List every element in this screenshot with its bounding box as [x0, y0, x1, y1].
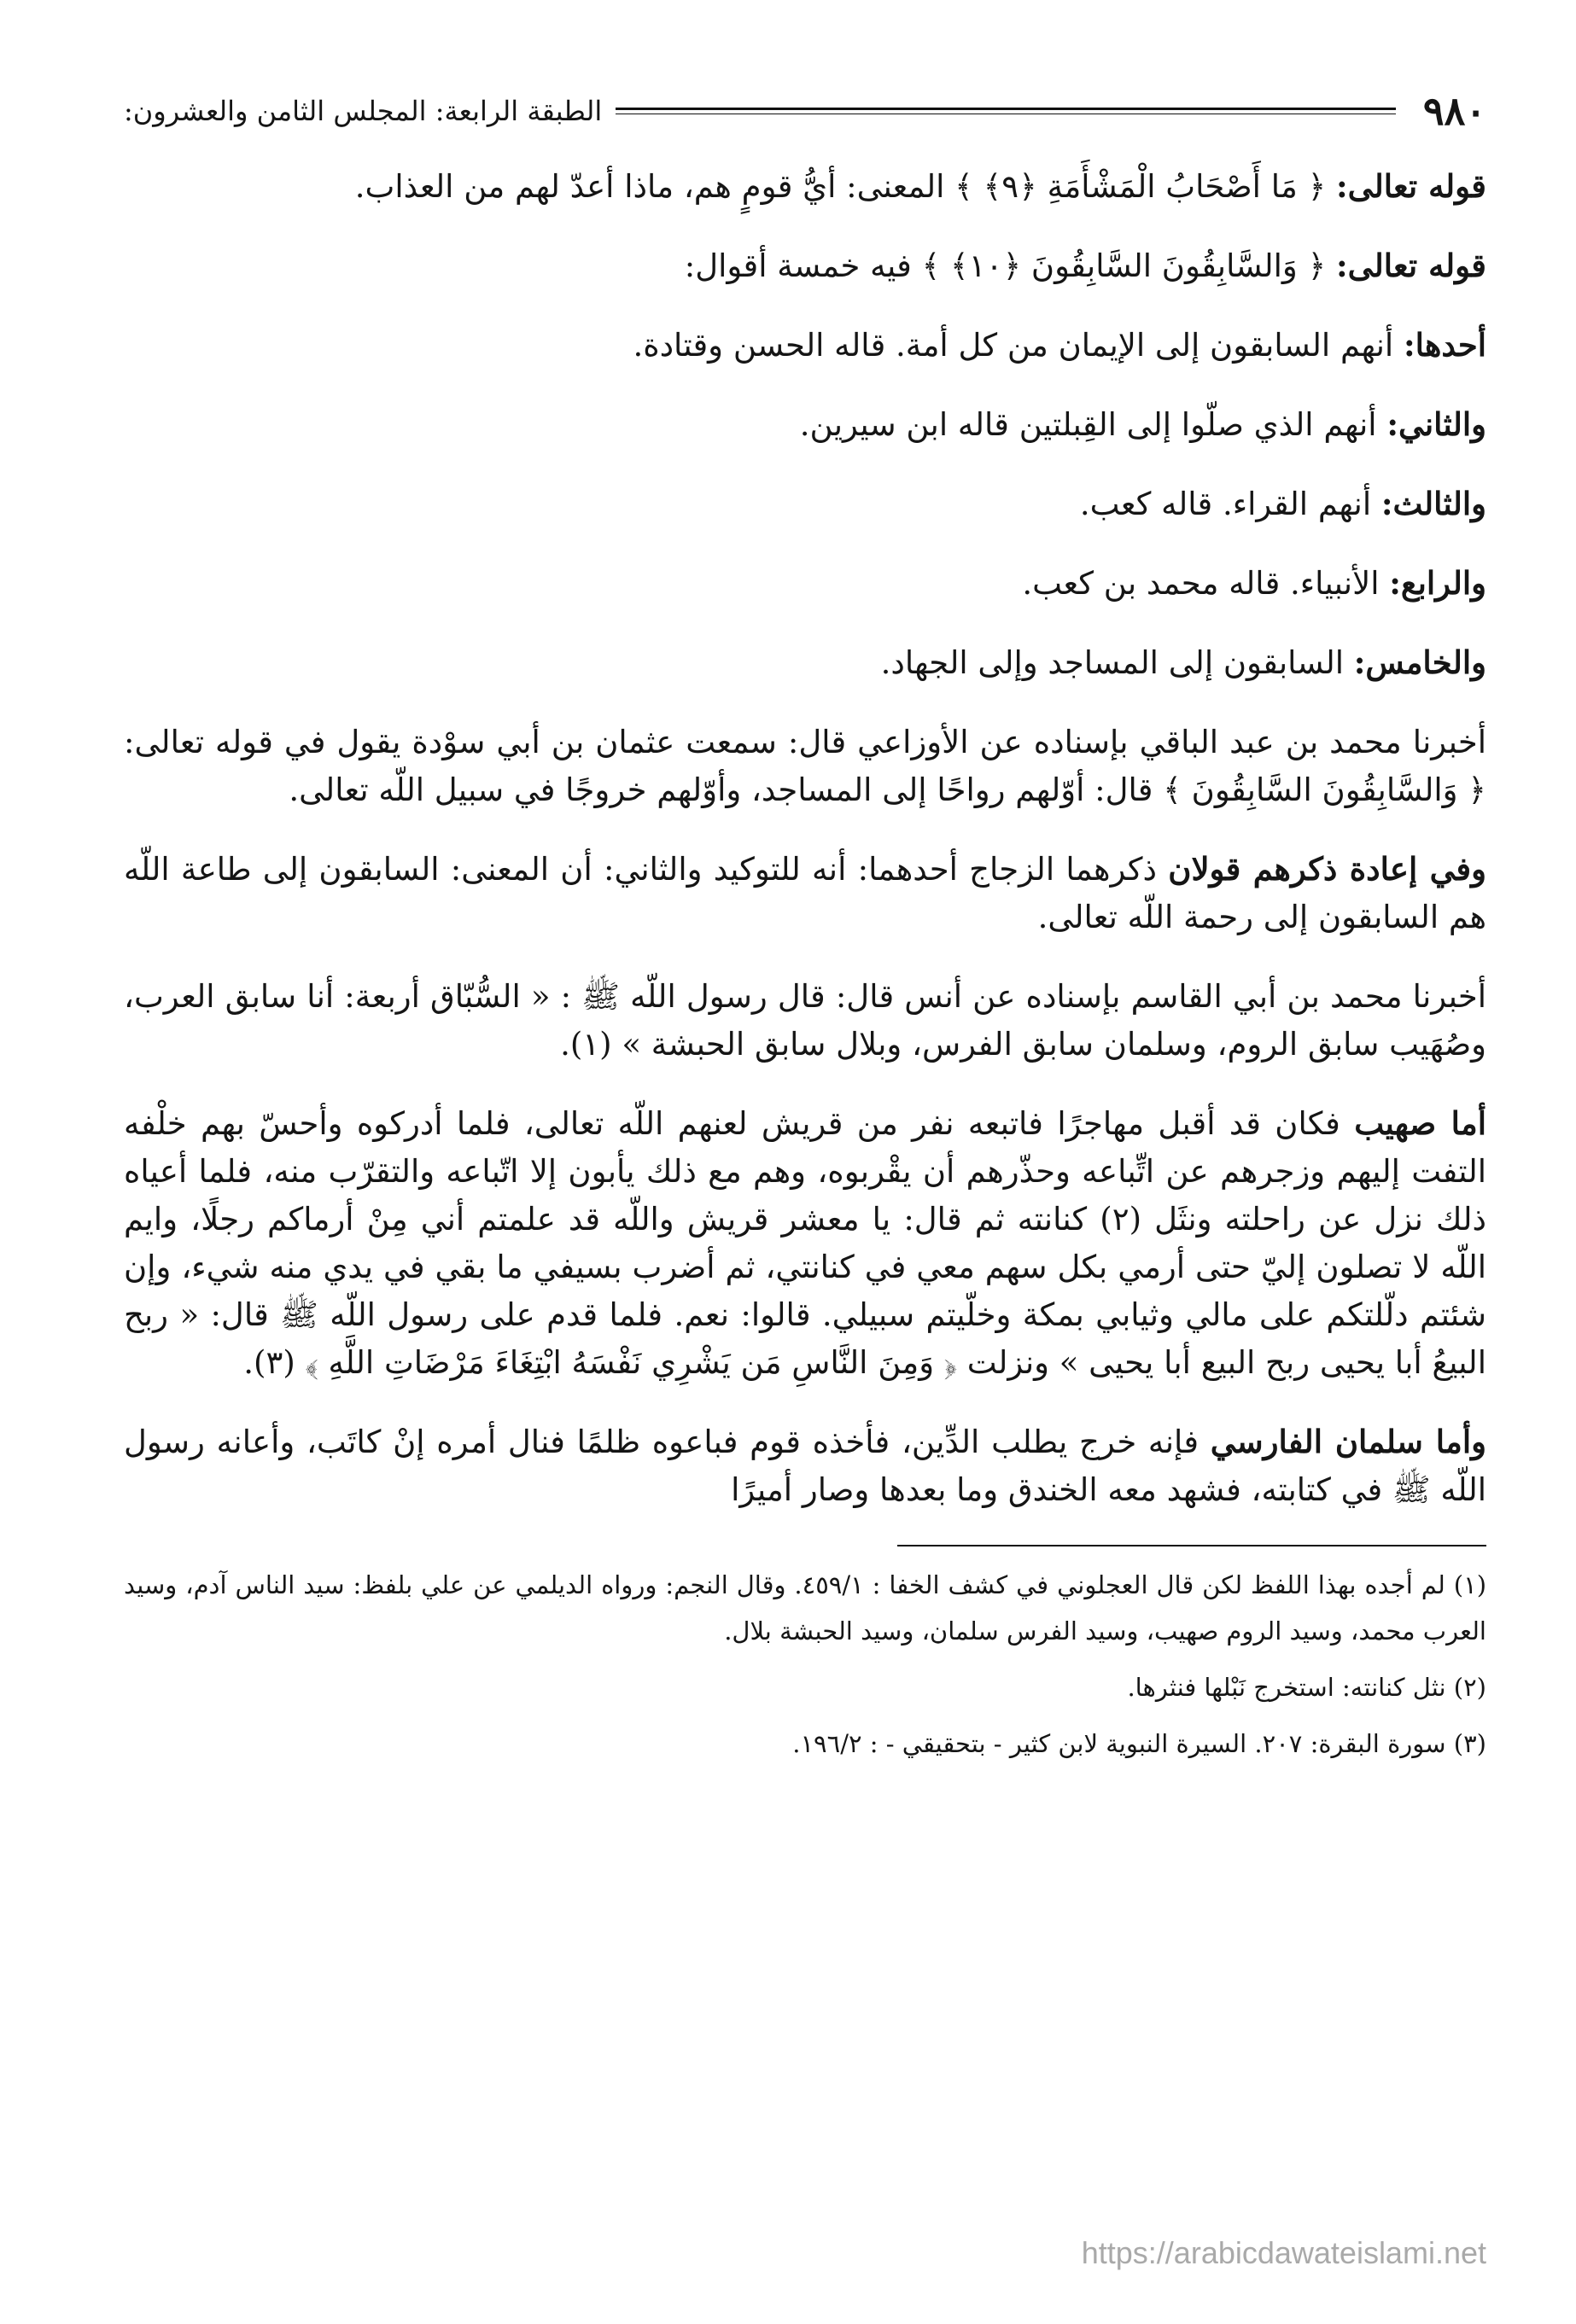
footnote: (٢) نثل كنانته: استخرج نَبْلها فنثرها.: [1127, 1673, 1486, 1702]
body-text: [124, 162, 1486, 1514]
paragraph: وأما سلمان الفارسي فإنه خرج يطلب الدِّين، فأخذه قوم فباعوه ظلمًا فنال أمره إنْ كاتَب، وأعانه رسول اللّه ﷺ في كتابته، فشهد معه الخندق وما بعدها وصار أميرًا: [124, 1423, 1486, 1508]
page-header: [124, 85, 1486, 137]
paragraph: أخبرنا محمد بن أبي القاسم بإسناده عن أنس قال: قال رسول اللّه ﷺ : « السُّبّاق أربعة: أنا سابق العرب، وصُهَيب سابق الروم، وسلمان سابق الفرس، وبلال سابق الحبشة » (١).: [124, 978, 1486, 1063]
footnote: (١) لم أجده بهذا اللفظ لكن قال العجلوني في كشف الخفا : ٤٥٩/١. وقال النجم: ورواه الديلمي عن علي بلفظ: سيد الناس آدم، وسيد العرب محمد، وسيد الروم صهيب، وسيد الفرس سلمان، وسيد الحبشة بلال.: [124, 1570, 1487, 1645]
paragraph: والخامس: السابقون إلى المساجد وإلى الجهاد.: [880, 644, 1486, 681]
paragraph: أخبرنا محمد بن عبد الباقي بإسناده عن الأوزاعي قال: سمعت عثمان بن أبي سوْدة يقول في قوله تعالى: ﴿ وَالسَّابِقُونَ السَّابِقُونَ ﴾ قال: أوّلهم رواحًا إلى المساجد، وأوّلهم خروجًا في سبيل اللّه تعالى.: [124, 724, 1486, 808]
paragraph: أحدها: أنهم السابقون إلى الإيمان من كل أمة. قاله الحسن وقتادة.: [633, 326, 1486, 364]
paragraph: قوله تعالى: ﴿ وَالسَّابِقُونَ السَّابِقُونَ ﴿١٠﴾ ﴾ فيه خمسة أقوال:: [684, 247, 1486, 284]
document-page: [124, 85, 1486, 2304]
paragraph: أما صهيب فكان قد أقبل مهاجرًا فاتبعه نفر من قريش لعنهم اللّه تعالى، فلما أدركوه وأحسّ بهم خلْفه التفت إليهم وزجرهم عن اتِّباعه وحذّرهم أن يقْربوه، وهم مع ذلك يأبون إلا اتّباعه والتقرّب منه، فلما أعياه ذلك نزل عن راحلته ونثَل (٢) كنانته ثم قال: يا معشر قريش واللّه قد علمتم أني مِنْ أرماكم رجلًا، وايم اللّه لا تصلون إليّ حتى أرمي بكل سهم معي في كنانتي، ثم أضرب بسيفي ما بقي في يدي منه شيء، وإن شئتم دلّلتكم على مالي وثيابي بمكة وخلّيتم سبيلي. قالوا: نعم. فلما قدم على رسول اللّه ﷺ قال: « ربح البيعُ أبا يحيى ربح البيع أبا يحيى » ونزلت ﴿ وَمِنَ النَّاسِ مَن يَشْرِي نَفْسَهُ ابْتِغَاءَ مَرْضَاتِ اللَّهِ ﴾ (٣).: [124, 1104, 1486, 1381]
header-rule: [616, 108, 1396, 114]
running-title: الطبقة الرابعة: المجلس الثامن والعشرون:: [124, 95, 603, 127]
paragraph: والثاني: أنهم الذي صلّوا إلى القِبلتين قاله ابن سيرين.: [799, 405, 1486, 443]
footnote: (٣) سورة البقرة: ٢٠٧. السيرة النبوية لابن كثير - بتحقيقي - : ١٩٦/٢.: [792, 1729, 1486, 1758]
watermark-url: https://arabicdawateislami.net: [1081, 2235, 1486, 2270]
paragraph: والرابع: الأنبياء. قاله محمد بن كعب.: [1022, 564, 1486, 602]
footnotes: [124, 1562, 1486, 1767]
paragraph: والثالث: أنهم القراء. قاله كعب.: [1079, 485, 1486, 522]
paragraph: قوله تعالى: ﴿ مَا أَصْحَابُ الْمَشْأَمَةِ ﴿٩﴾ ﴾ المعنى: أيُّ قومٍ هم، ماذا أعدّ لهم من العذاب.: [354, 167, 1486, 205]
footnote-rule: [897, 1545, 1486, 1546]
page-number: ٩٨٠: [1422, 88, 1486, 134]
paragraph: وفي إعادة ذكرهم قولان ذكرهما الزجاج أحدهما: أنه للتوكيد والثاني: أن المعنى: السابقون إلى طاعة اللّه هم السابقون إلى رحمة اللّه تعالى.: [124, 850, 1486, 935]
